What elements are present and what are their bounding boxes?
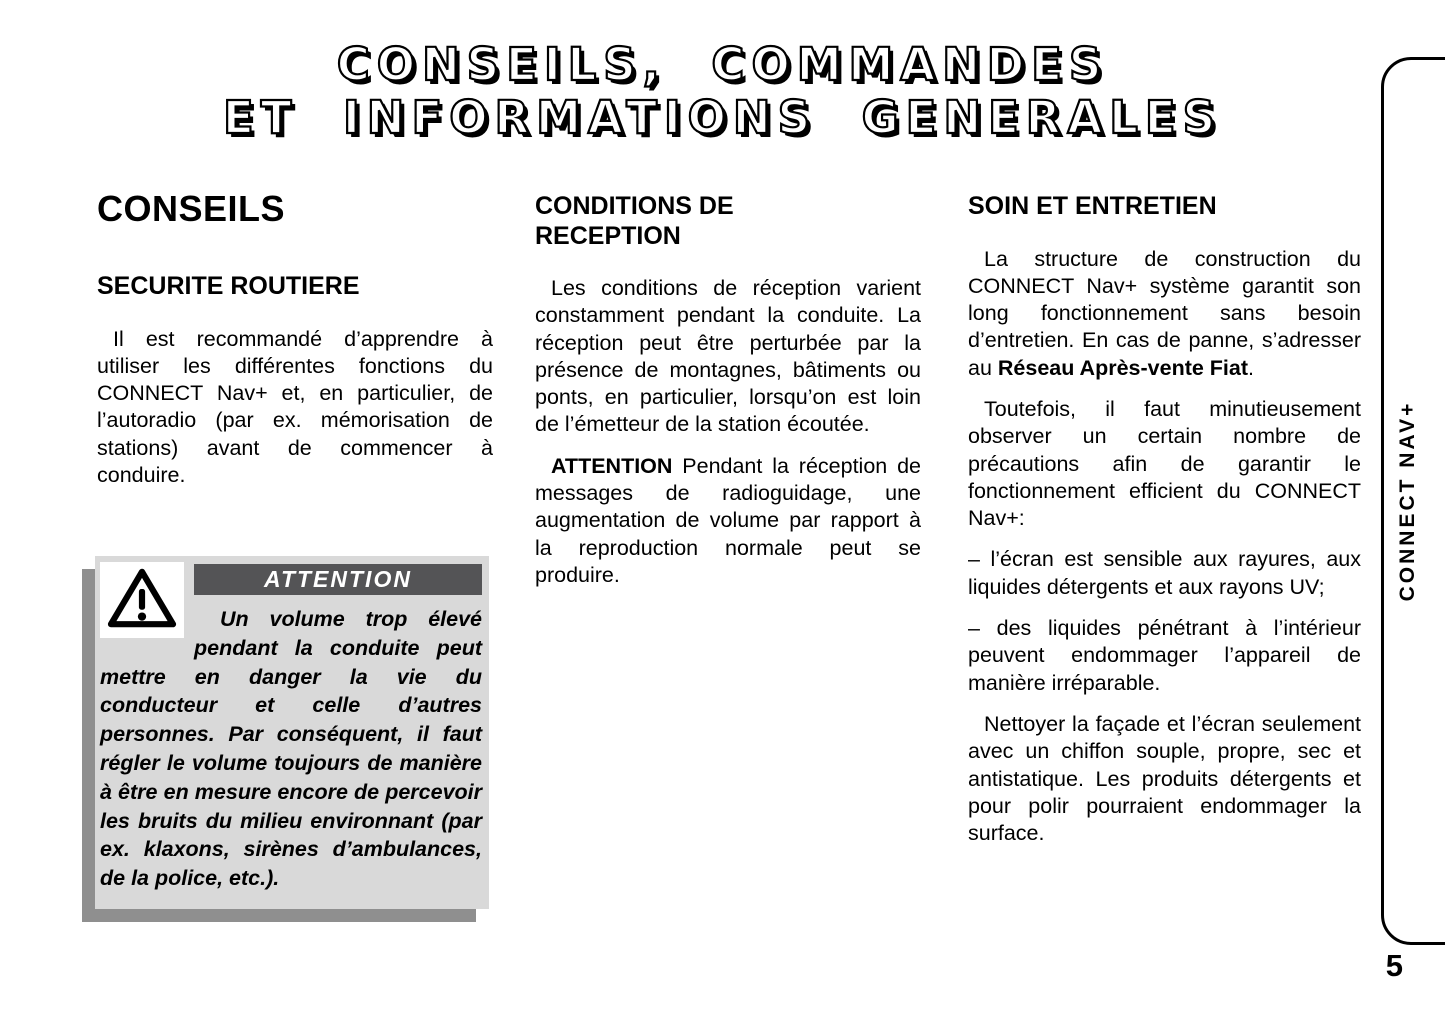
paragraph-attention-radioguidage <box>535 453 921 589</box>
bullet-liquides: – des liquides pénétrant à l’intérieur peuvent endommager l’appareil de manière irréparable. <box>968 616 1361 695</box>
warning-title-bar: ATTENTION <box>194 564 482 595</box>
side-tab-label: CONNECT NAV+ <box>1396 400 1419 602</box>
warning-box <box>95 556 489 909</box>
section-heading-conseils: CONSEILS <box>97 188 286 229</box>
page-number: 5 <box>1385 948 1403 983</box>
page-title <box>0 38 1445 144</box>
column-soin-entretien <box>968 192 1361 861</box>
attention-bold-label: ATTENTION <box>551 453 673 478</box>
structure-text-end: . <box>1248 355 1255 380</box>
page-title-line-1: CONSEILS, COMMANDES <box>336 38 1109 91</box>
page-title-line-2: ET INFORMATIONS GENERALES <box>222 91 1223 145</box>
column-conseils <box>97 188 493 503</box>
column-conditions-reception <box>535 192 921 603</box>
paragraph-structure <box>968 246 1361 382</box>
paragraph-toutefois: Toutefois, il faut minutieusement observer un certain nombre de précautions afin de garantir le fonctionnement efficient du CONNECT Nav+: <box>968 396 1361 531</box>
warning-body-text: Un volume trop élevé pendant la conduite peut mettre en danger la vie du conducteur et celle d’autres personnes. Par conséquent, il faut régler le volume toujours de manière à être en mesure encore de percevoir les bruits du milieu environnant (par ex. klaxons, sirènes d’ambulances, de la police, etc.). <box>100 607 482 891</box>
attention-text: Pendant la réception de messages de radioguidage, une augmentation de volume par rapport à la reproduction normale peut se produire. <box>535 453 921 587</box>
reseau-apres-vente-bold: Réseau Après-vente Fiat <box>997 355 1249 380</box>
paragraph-securite: Il est recommandé d’apprendre à utiliser les différentes fonctions du CONNECT Nav+ et, en particulier, de l’autoradio (par ex. mémorisation de stations) avant de commencer à conduire. <box>97 326 493 487</box>
structure-text: La structure de construction du CONNECT Nav+ système garantit son long fonctionnement sans besoin d’entretien. En cas de panne, s’adresser au <box>968 246 1361 380</box>
warning-icon-container <box>100 562 184 638</box>
subheading-securite-routiere: SECURITE ROUTIERE <box>97 272 360 300</box>
paragraph-nettoyer: Nettoyer la façade et l’écran seulement avec un chiffon souple, propre, sec et antistatique. Les produits détergents et pour polir pourraient endommager la surface. <box>968 711 1361 846</box>
side-tab-border <box>1381 57 1445 945</box>
bullet-ecran-sensible: – l’écran est sensible aux rayures, aux liquides détergents et aux rayons UV; <box>968 547 1361 599</box>
heading-soin-entretien: SOIN ET ENTRETIEN <box>968 192 1217 220</box>
heading-conditions-reception: CONDITIONS DE RECEPTION <box>535 192 734 250</box>
paragraph-reception: Les conditions de réception varient constamment pendant la conduite. La réception peut être perturbée par la présence de montagnes, bâtiments ou ponts, en particulier, lorsqu’on est loin de l’émetteur de la station écoutée. <box>535 276 921 437</box>
warning-triangle-icon <box>107 567 177 634</box>
